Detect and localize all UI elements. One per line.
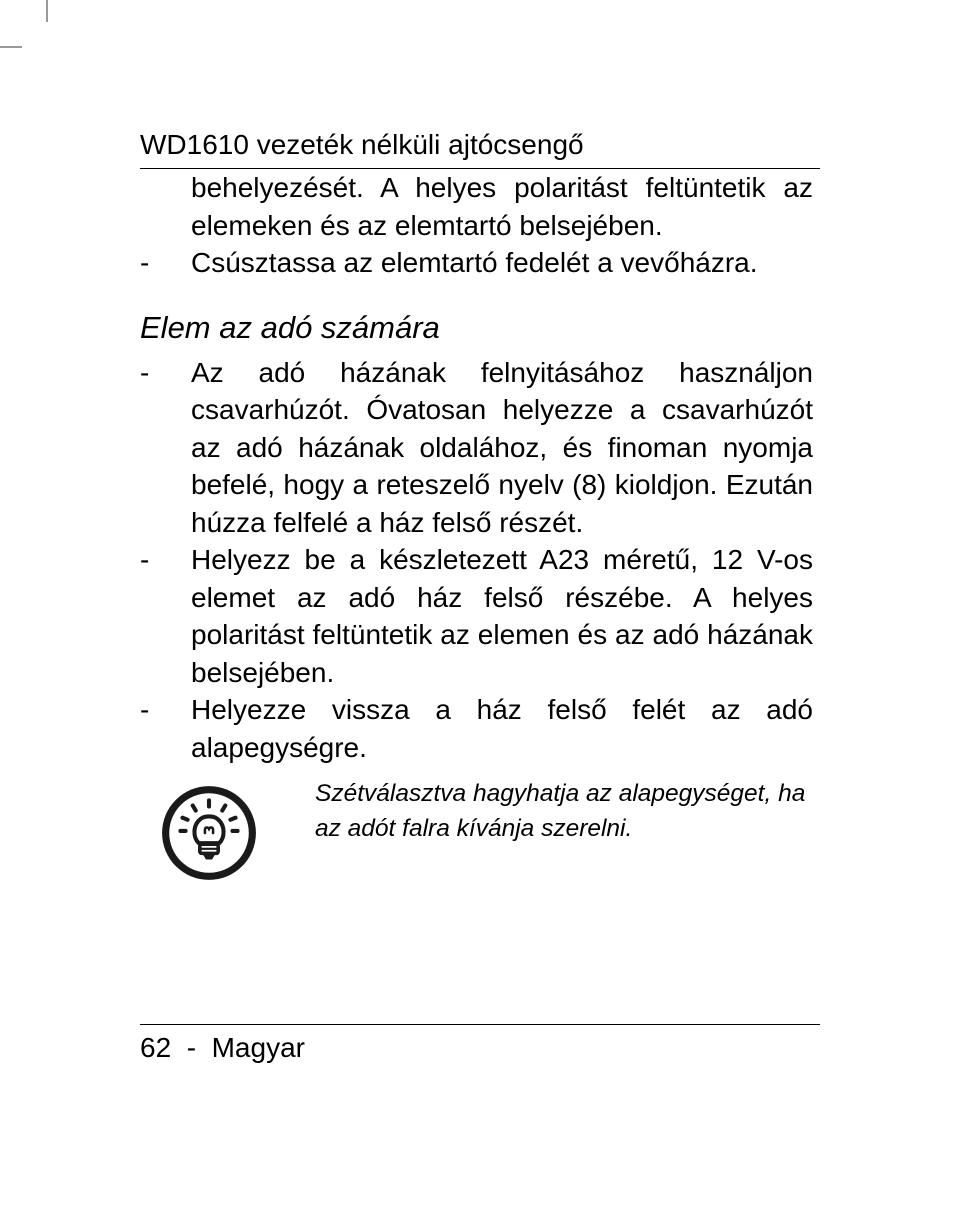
list-item-text: Az adó házának felnyitásához használjon csavarhúzót. Óvatosan helyezze a csavarhúzót az adó házának oldalához, és finoman nyomja befelé, hogy a reteszelő nyelv (8) kioldjon. Ezután húzza felfelé a ház felső részét.	[191, 356, 813, 538]
list-item	[140, 244, 813, 282]
page-number: 62	[140, 1032, 172, 1063]
list-bullet: -	[140, 247, 150, 278]
lightbulb-icon	[158, 782, 260, 884]
footer-text	[140, 1031, 820, 1065]
page-header-title: WD1610 vezeték nélküli ajtócsengő	[140, 129, 584, 160]
list-bullet: -	[140, 356, 150, 388]
list-bullet: -	[140, 544, 150, 575]
list-item	[140, 691, 813, 766]
list-item	[140, 541, 813, 691]
list-item-text: Csúsztassa az elemtartó fedelét a vevőházra.	[191, 247, 758, 278]
crop-mark-vertical	[46, 0, 48, 22]
crop-mark-horizontal	[0, 46, 22, 48]
page-content	[140, 128, 820, 886]
list-item-text: Helyezz be a készletezett A23 méretű, 12 V-os elemet az adó ház felső részébe. A helyes polaritást feltüntetik az elemen és az adó házának belsejében.	[191, 544, 813, 688]
footer-language: Magyar	[211, 1032, 305, 1063]
list-bullet: -	[140, 694, 150, 725]
intro-block	[140, 169, 820, 282]
section-title: Elem az adó számára	[140, 309, 440, 345]
page-footer	[140, 1024, 820, 1065]
section-list	[140, 354, 820, 767]
continuation-paragraph: behelyezését. A helyes polaritást feltüntetik az elemeken és az elemtartó belsejében.	[191, 172, 813, 241]
tip-note-text: Szétválasztva hagyhatja az alapegységet, ha az adót falra kívánja szerelni.	[315, 780, 806, 842]
footer-separator: -	[186, 1032, 197, 1063]
list-item-text: Helyezze vissza a ház felső felét az adó alapegységre.	[191, 694, 813, 763]
footer-rule	[140, 1024, 820, 1025]
list-item	[140, 354, 813, 542]
tip-note	[140, 776, 820, 886]
